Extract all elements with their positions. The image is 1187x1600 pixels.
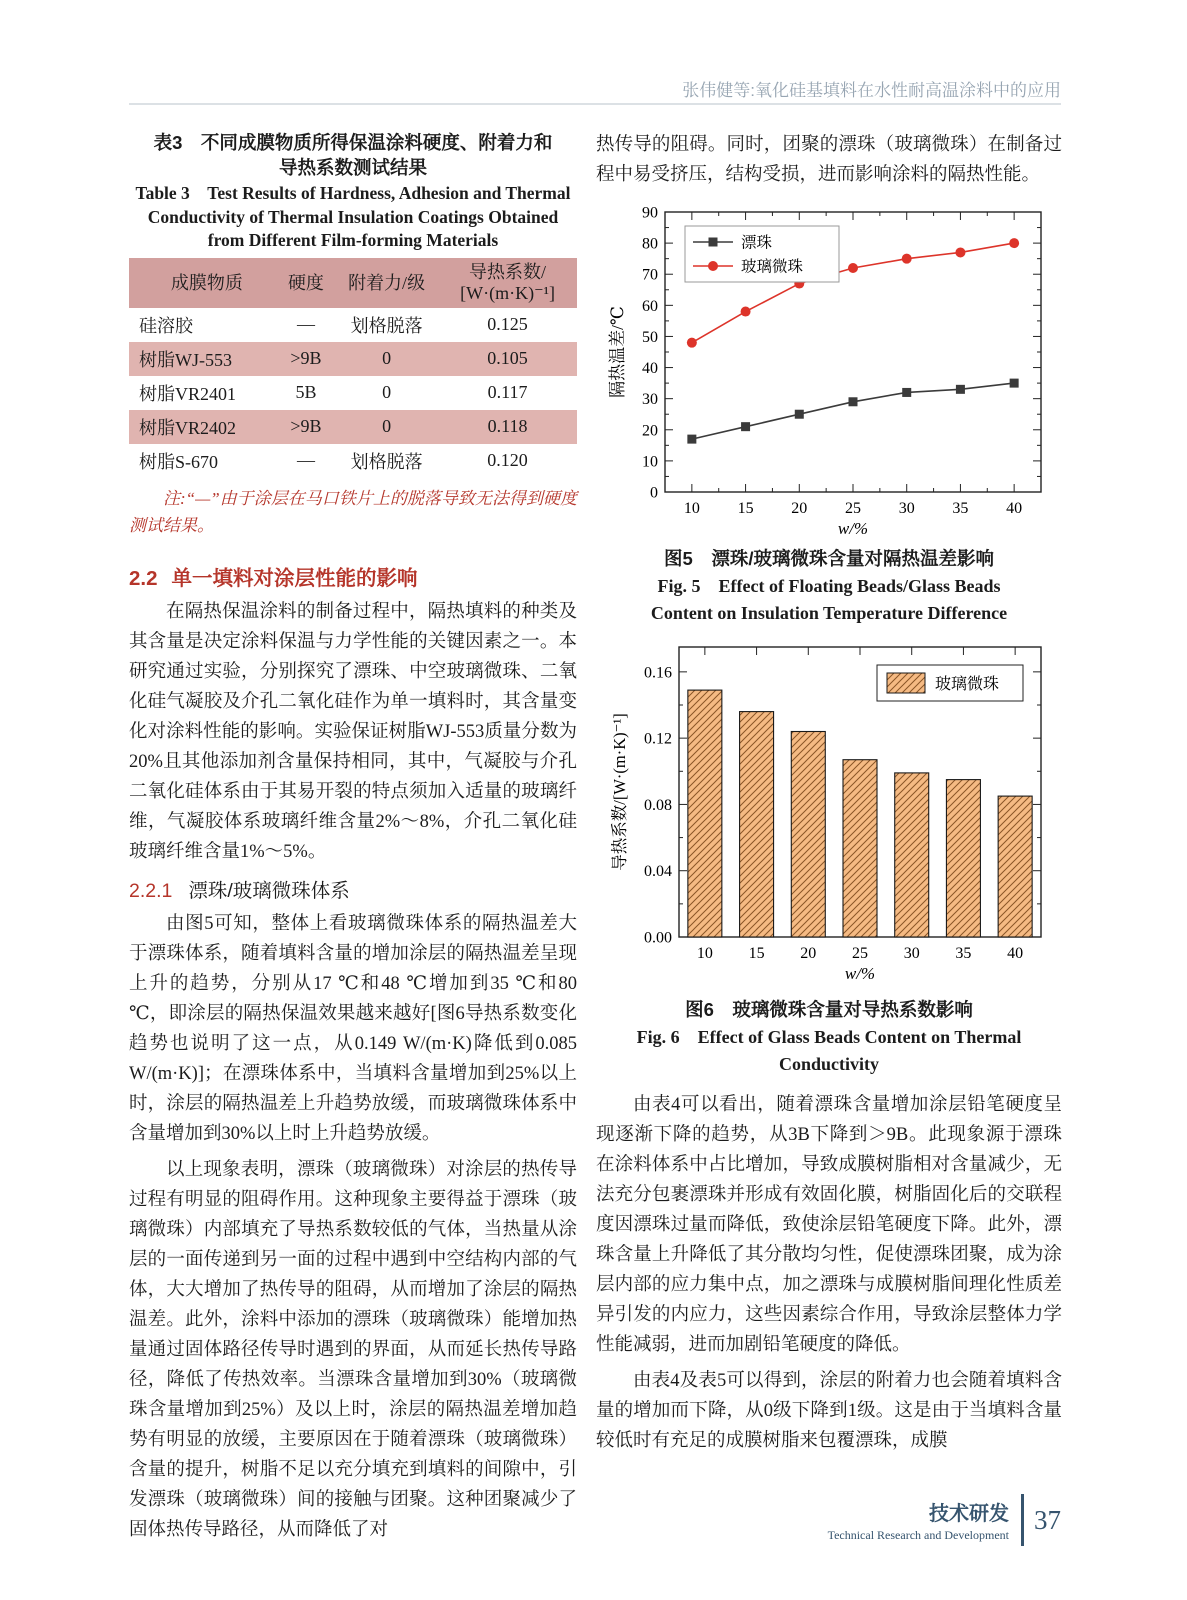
svg-text:20: 20	[642, 422, 658, 440]
table-row	[129, 410, 577, 444]
table3-title-zh-line2: 导热系数测试结果	[278, 157, 427, 178]
table-cell: 划格脱落	[350, 451, 423, 472]
page-footer	[129, 1494, 1061, 1546]
figure6-caption-en: Fig. 6 Effect of Glass Beads Content on Thermal Conductivity	[636, 1027, 1022, 1074]
svg-text:10: 10	[683, 500, 700, 517]
svg-text:30: 30	[903, 945, 920, 962]
svg-text:70: 70	[642, 266, 658, 284]
table-row	[129, 308, 577, 342]
figure6	[596, 635, 1062, 1078]
svg-text:25: 25	[845, 500, 861, 517]
svg-text:隔热温差/℃: 隔热温差/℃	[608, 306, 627, 398]
section-2-2-title: 单一填料对涂层性能的影响	[171, 566, 418, 590]
section-2-2-heading	[129, 561, 577, 591]
table-cell: 0.105	[487, 348, 528, 368]
table-cell: 0	[382, 382, 392, 402]
figure5-line-chart	[596, 198, 1062, 541]
svg-text:30: 30	[898, 500, 915, 517]
svg-text:10: 10	[642, 453, 658, 471]
footer-section-en: Technical Research and Development	[827, 1528, 1009, 1542]
svg-text:玻璃微珠: 玻璃微珠	[741, 258, 804, 276]
footer-section	[828, 1497, 1009, 1543]
svg-text:80: 80	[642, 235, 658, 253]
table3-note: 注:“—”由于涂层在马口铁片上的脱落导致无法得到硬度测试结果。	[129, 488, 577, 535]
table-cell: 0.120	[487, 450, 528, 470]
table-row	[129, 376, 577, 410]
svg-text:10: 10	[696, 945, 713, 962]
svg-text:0.08: 0.08	[644, 796, 672, 814]
paragraph-right-2: 由表4及表5可以得到，涂层的附着力也会随着填料含量的增加而下降，从0级下降到1级。这是由于当填料含量较低时有充足的成膜树脂来包覆漂珠，成膜	[596, 1371, 1062, 1451]
paragraph-left-1: 在隔热保温涂料的制备过程中，隔热填料的种类及其含量是决定涂料保温与力学性能的关键因素之一。本研究通过实验，分别探究了漂珠、中空玻璃微珠、二氧化硅气凝胶及介孔二氧化硅作为单一填料时，其含量变化对涂料性能的影响。实验保证树脂WJ-553质量分数为20%且其他添加剂含量保持相同，其中，气凝胶与介孔二氧化硅体系由于其易开裂的特点须加入适量的玻璃纤维，气凝胶体系玻璃纤维含量2%～8%，介孔二氧化硅玻璃纤维含量1%～5%。	[129, 601, 577, 862]
section-2-2-1-title: 漂珠/玻璃微珠体系	[188, 879, 350, 902]
svg-text:15: 15	[748, 945, 765, 962]
svg-text:导热系数/[W·(m·K)⁻¹]: 导热系数/[W·(m·K)⁻¹]	[610, 713, 629, 871]
svg-text:0.16: 0.16	[644, 664, 672, 682]
col-header-material: 成膜物质	[129, 258, 277, 308]
table-cell: 0.125	[487, 314, 528, 334]
table3-title-zh-line1: 表3 不同成膜物质所得保温涂料硬度、附着力和	[153, 132, 553, 153]
col-header-conductivity	[438, 258, 577, 308]
section-2-2-1-number: 2.2.1	[129, 879, 173, 902]
right-column	[596, 130, 1062, 1456]
figure6-bar-chart	[596, 635, 1062, 992]
table-cell: 树脂VR2401	[139, 383, 237, 404]
svg-text:w/%: w/%	[837, 519, 869, 536]
section-2-2-1-heading	[129, 875, 577, 903]
table-cell: 硅溶胶	[139, 315, 193, 336]
figure5-caption-zh: 图5 漂珠/玻璃微珠含量对隔热温差影响	[664, 548, 994, 569]
table-cell: 树脂S-670	[139, 451, 219, 472]
svg-text:25: 25	[852, 945, 868, 962]
svg-text:90: 90	[642, 204, 658, 222]
table-cell: 树脂VR2402	[139, 417, 237, 438]
figure6-caption-zh: 图6 玻璃微珠含量对导热系数影响	[685, 999, 973, 1020]
table-cell: 0.117	[487, 382, 528, 402]
table3-body	[129, 308, 577, 478]
table-cell: 树脂WJ-553	[139, 349, 232, 370]
table3	[129, 258, 577, 478]
svg-text:30: 30	[642, 391, 658, 409]
table-cell: —	[296, 314, 315, 334]
table-cell: 5B	[295, 382, 317, 402]
paragraph-left-3: 以上现象表明，漂珠（玻璃微珠）对涂层的热传导过程有明显的阻碍作用。这种现象主要得益于漂珠（玻璃微珠）内部填充了导热系数较低的气体，当热量从涂层的一面传递到另一面的过程中遇到中空结构内部的气体，大大增加了热传导的阻碍，从而增加了涂层的隔热温差。此外，涂料中添加的漂珠（玻璃微珠）能增加热量通过固体路径传导时遇到的界面，从而延长热传导路径，降低了传热效率。当漂珠含量增加到30%（玻璃微珠含量增加到25%）及以上时，涂层的隔热温差增加趋势有明显的放缓，主要原因在于随着漂珠（玻璃微珠）含量的提升，树脂不足以充分填充到填料的间隙中，引发漂珠（玻璃微珠）间的接触与团聚。这种团聚减少了固体热传导路径，从而降低了对	[129, 1159, 577, 1540]
svg-text:0.00: 0.00	[644, 929, 672, 947]
section-2-2-number: 2.2	[129, 566, 158, 590]
table3-header	[129, 258, 577, 308]
table3-title-en: Table 3 Test Results of Hardness, Adhesion and Thermal Conductivity of Thermal Insulation Coatings Obtained from Different Film-forming Materials	[135, 183, 571, 250]
table-cell: 0.118	[487, 416, 528, 436]
svg-text:50: 50	[642, 328, 658, 346]
paragraph-right-1: 由表4可以看出，随着漂珠含量增加涂层铅笔硬度呈现逐渐下降的趋势，从3B下降到＞9B。此现象源于漂珠在涂料体系中占比增加，导致成膜树脂相对含量减少，无法充分包裹漂珠并形成有效固化膜，树脂固化后的交联程度因漂珠过量而降低，致使涂层铅笔硬度下降。此外，漂珠含量上升降低了其分散均匀性，促使漂珠团聚，成为涂层内部的应力集中点，加之漂珠与成膜树脂间理化性质差异引发的内应力，这些因素综合作用，导致涂层整体力学性能减弱，进而加剧铅笔硬度的降低。	[596, 1095, 1062, 1355]
table-cell: >9B	[290, 348, 322, 368]
svg-text:15: 15	[737, 500, 754, 517]
svg-text:35: 35	[955, 945, 972, 962]
svg-text:40: 40	[642, 360, 658, 378]
conductivity-header-line1: 导热系数/	[469, 261, 547, 282]
col-header-adhesion: 附着力/级	[335, 258, 438, 308]
footer-section-zh: 技术研发	[929, 1503, 1009, 1525]
svg-text:玻璃微珠: 玻璃微珠	[935, 676, 1000, 693]
col-header-hardness: 硬度	[277, 258, 335, 308]
table-cell: 0	[382, 416, 392, 436]
svg-text:60: 60	[642, 297, 658, 315]
svg-text:漂珠: 漂珠	[741, 234, 773, 252]
table-cell: 0	[382, 348, 392, 368]
figure5-caption-en: Fig. 5 Effect of Floating Beads/Glass Beads Content on Insulation Temperature Difference	[650, 576, 1008, 623]
paragraph-left-2: 由图5可知，整体上看玻璃微珠体系的隔热温差大于漂珠体系，随着填料含量的增加涂层的隔热温差呈现上升的趋势，分别从17 ℃和48 ℃增加到35 ℃和80 ℃，即涂层的隔热保温效果越来越好[图6导热系数变化趋势也说明了这一点，从0.149 W/(m·K)降低到0.085 W/(m·K)]；在漂珠体系中，当填料含量增加到25%以上时，涂层的隔热温差上升趋势放缓，而玻璃微珠体系中含量增加到30%以上时上升趋势放缓。	[129, 913, 577, 1144]
svg-text:20: 20	[791, 500, 808, 517]
header-rule	[129, 103, 1061, 105]
table-header-row	[129, 258, 577, 308]
svg-text:35: 35	[952, 500, 969, 517]
svg-text:40: 40	[1006, 500, 1023, 517]
table-cell: >9B	[290, 416, 322, 436]
svg-text:0.04: 0.04	[644, 863, 672, 881]
paragraph-right-0: 热传导的阻碍。同时，团聚的漂珠（玻璃微珠）在制备过程中易受挤压，结构受损，进而影响涂料的隔热性能。	[596, 135, 1062, 185]
svg-text:40: 40	[1007, 945, 1024, 962]
svg-text:0: 0	[650, 484, 658, 502]
running-head: 张伟健等:氧化硅基填料在水性耐高温涂料中的应用	[682, 81, 1061, 100]
svg-text:w/%: w/%	[844, 964, 876, 983]
page-number: 37	[1034, 1504, 1061, 1535]
table-row	[129, 444, 577, 478]
table-cell: 划格脱落	[350, 315, 423, 336]
conductivity-header-line2: [W·(m·K)⁻¹]	[460, 282, 555, 303]
table-cell: —	[296, 450, 315, 470]
figure5	[596, 198, 1062, 627]
footer-divider	[1021, 1494, 1024, 1546]
svg-text:20: 20	[800, 945, 817, 962]
svg-text:0.12: 0.12	[644, 730, 672, 748]
table-row	[129, 342, 577, 376]
left-column	[129, 130, 577, 1545]
